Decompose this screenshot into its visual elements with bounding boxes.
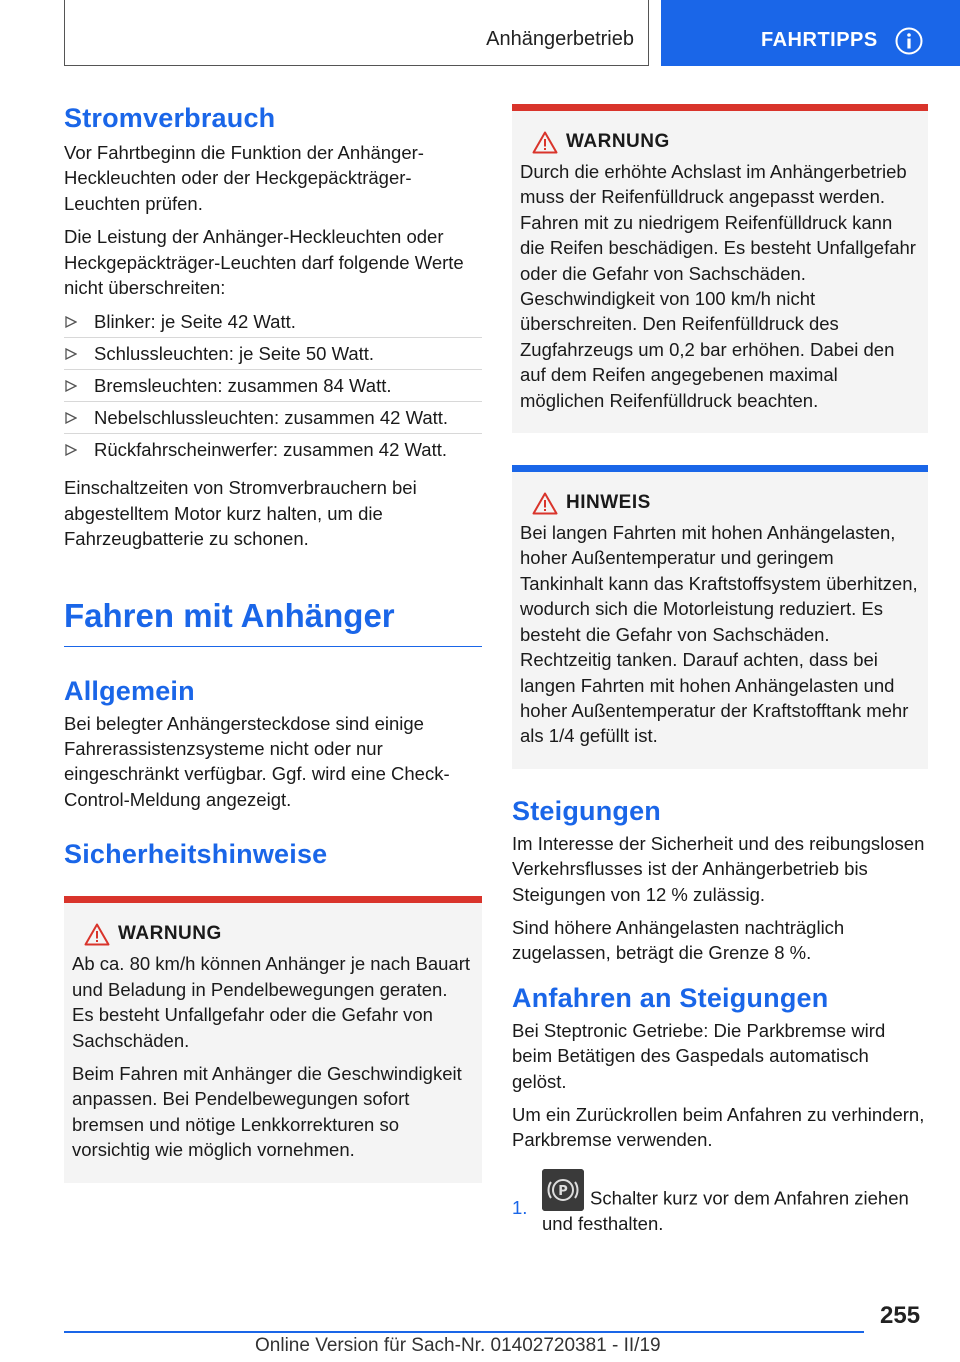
svg-text:P: P <box>558 1183 568 1199</box>
list-item-text: Bremsleuchten: zusammen 84 Watt. <box>94 375 392 397</box>
parking-brake-icon <box>542 1169 584 1211</box>
triangle-bullet-icon <box>65 348 77 360</box>
warning-triangle-icon <box>532 131 558 154</box>
notice-triangle-icon <box>532 492 558 515</box>
warning-box-header <box>72 921 474 951</box>
paragraph: Sind höhere Anhängelasten nachträglich zugelassen, beträgt die Grenze 8 %. <box>512 916 845 964</box>
heading-fahren-mit-anhaenger: Fahren mit Anhänger <box>64 594 482 647</box>
warning-box <box>512 104 928 433</box>
list-item-text: Nebelschlussleuchten: zusammen 42 Watt. <box>94 407 449 429</box>
heading-steigungen: Steigungen <box>512 795 661 826</box>
header-section-tab <box>64 0 649 66</box>
header-chapter-title: FAHRTIPPS <box>761 29 878 51</box>
list-item <box>64 306 482 338</box>
header-chapter-tab <box>661 0 960 66</box>
info-icon <box>895 27 923 55</box>
paragraph: Die Leistung der Anhänger-Heckleuchten oder Heckgepäckträger-Leuchten darf folgende Werte nicht überschreiten: <box>64 226 464 299</box>
paragraph: Im Interesse der Sicherheit und des reibungslosen Verkehrsflusses ist der Anhängerbetrieb bis Steigungen von 12 % zulässig. <box>512 832 925 905</box>
paragraph: Vor Fahrtbeginn die Funktion der Anhänger-Heckleuchten oder der Heckgepäckträger-Leuchten prüfen. <box>64 142 424 214</box>
heading-sicherheitshinweise: Sicherheitshinweise <box>64 839 328 870</box>
notice-label: HINWEIS <box>566 492 651 514</box>
list-item-text: Blinker: je Seite 42 Watt. <box>94 311 296 333</box>
warning-label: WARNUNG <box>118 923 222 945</box>
warning-triangle-icon <box>84 923 110 946</box>
triangle-bullet-icon <box>65 412 77 424</box>
right-column <box>512 104 928 1236</box>
paragraph: Bei langen Fahrten mit hohen Anhängelasten, hoher Außentemperatur und geringem Tankinhalt kann das Kraftstoffsystem überhitzen, wodurch sich die Motorleistung reduziert. Es besteht die Gefahr von Sachschäden. Rechtzeitig tanken. Darauf achten, dass bei langen Fahrten mit hohen Anhängelasten und hoher Außentemperatur der Kraftstofftank mehr als 1/4 gefüllt ist. <box>520 522 918 747</box>
footer-online-version: Online Version für Sach-Nr. 01402720381 - II/19 <box>255 1335 661 1356</box>
paragraph: Bei belegter Anhängersteckdose sind einige Fahrerassistenzsysteme nicht oder nur eingeschränkt verfügbar. Ggf. wird eine Check-Control-Meldung angezeigt. <box>64 712 450 810</box>
warning-box <box>64 896 482 1182</box>
page-number: 255 <box>880 1302 921 1329</box>
list-item <box>64 434 482 465</box>
step-number: 1. <box>512 1196 528 1218</box>
heading-allgemein: Allgemein <box>64 675 195 706</box>
left-column <box>64 100 482 1183</box>
heading-stromverbrauch: Stromverbrauch <box>64 103 276 133</box>
triangle-bullet-icon <box>65 316 77 328</box>
paragraph: Ab ca. 80 km/h können Anhänger je nach Bauart und Beladung in Pendelbewegungen geraten. Es besteht Unfallgefahr oder die Gefahr von Sachschäden. <box>72 953 471 1051</box>
triangle-bullet-icon <box>65 444 77 456</box>
list-item <box>64 370 482 402</box>
paragraph: Bei Steptronic Getriebe: Die Parkbremse wird beim Betätigen des Gaspedals automatisch gelöst. <box>512 1019 886 1092</box>
list-item-text: Schlussleuchten: je Seite 50 Watt. <box>94 343 375 365</box>
notice-box-header <box>520 490 920 520</box>
warning-label: WARNUNG <box>566 131 670 152</box>
footer-divider <box>64 1331 864 1333</box>
list-item <box>64 338 482 370</box>
step-text: Schalter kurz vor dem Anfahren ziehen und festhalten. <box>542 1187 909 1234</box>
header-section-title: Anhängerbetrieb <box>486 28 634 50</box>
wattage-list <box>64 306 482 465</box>
paragraph: Einschaltzeiten von Stromverbrauchern bei abgestelltem Motor kurz halten, um die Fahrzeugbatterie zu schonen. <box>64 477 417 550</box>
heading-anfahren-an-steigungen: Anfahren an Steigungen <box>512 982 829 1013</box>
step-item <box>512 1169 928 1236</box>
list-item <box>64 402 482 434</box>
step-text-block <box>542 1169 928 1236</box>
triangle-bullet-icon <box>65 380 77 392</box>
list-item-text: Rückfahrscheinwerfer: zusammen 42 Watt. <box>94 439 447 461</box>
warning-box-header <box>520 129 920 159</box>
paragraph: Durch die erhöhte Achslast im Anhängerbetrieb muss der Reifenfülldruck angepasst werden. Fahren mit zu niedrigem Reifenfülldruck kann die Reifen beschädigen. Es besteht Unfallgefahr oder die Gefahr von Sachschäden. Geschwindigkeit von 100 km/h nicht überschreiten. Den Reifenfülldruck des Zugfahrzeugs um 0,2 bar erhöhen. Dabei den auf dem Reifen angegebenen maximal möglichen Reifenfülldruck beachten. <box>520 161 916 411</box>
paragraph: Um ein Zurückrollen beim Anfahren zu verhindern, Parkbremse verwenden. <box>512 1103 925 1151</box>
notice-box <box>512 465 928 769</box>
paragraph: Beim Fahren mit Anhänger die Geschwindigkeit anpassen. Bei Pendelbewegungen sofort bremsen und nötige Lenkkorrekturen so vorsichtig wie möglich vornehmen. <box>72 1062 462 1161</box>
